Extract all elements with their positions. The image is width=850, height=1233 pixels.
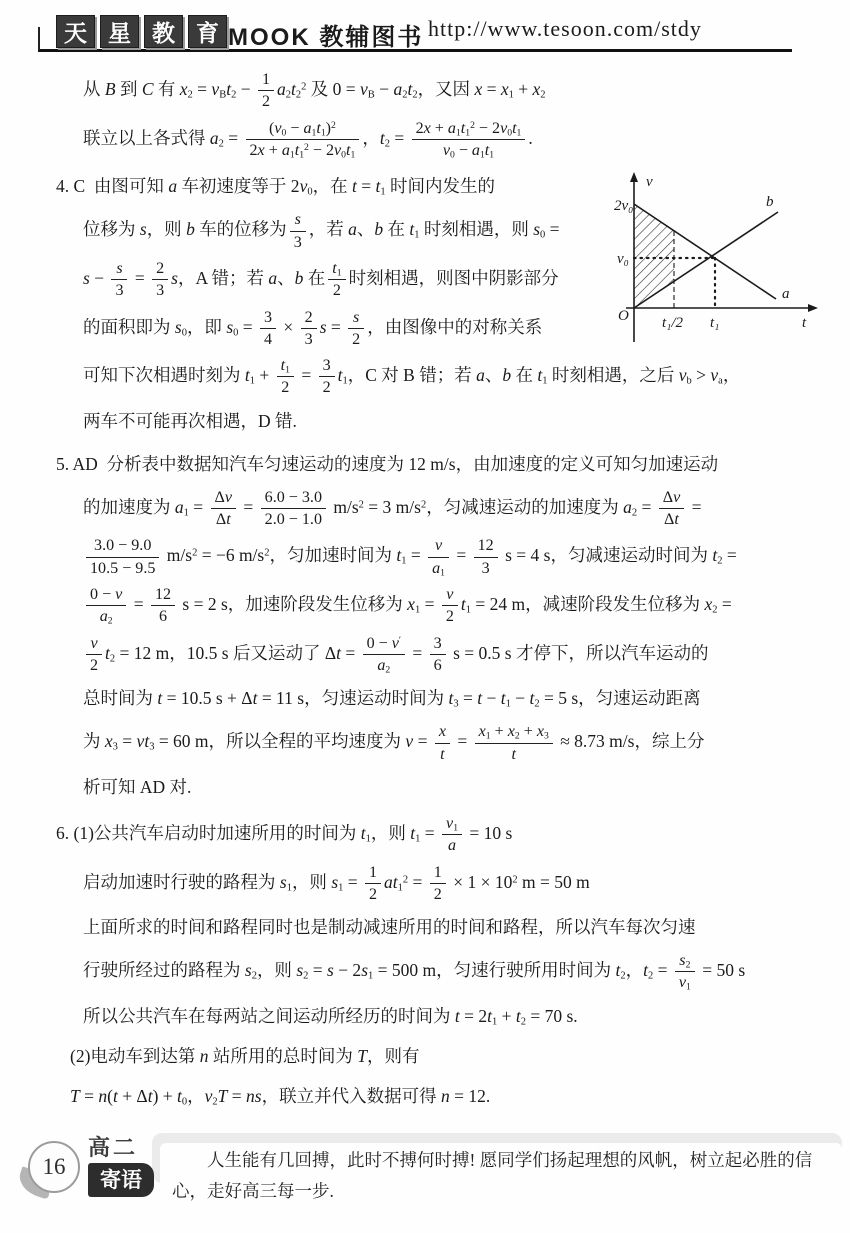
teacher-message-line: 人生能有几回搏，此时不搏何时搏! 愿同学们扬起理想的风帆，树立起必胜的信: [207, 1150, 813, 1170]
figure-curve-b-label: b: [766, 194, 774, 211]
text-line: 4. C 由图可知 a 车初速度等于 $2v_0$，在 $t = t_1$ 时间内发生的: [56, 176, 495, 198]
fraction: $\frac{1}{2}$: [430, 863, 446, 905]
fraction: $\frac{2}{3}$: [301, 308, 317, 350]
text-line: 的加速度为 $a_1$ = $\frac{\Delta v}{\Delta t}$ = $\frac{6.0 - 3.0}{2.0 - 1.0}$ $m/s^2 = 3$ $m/s^2$，匀减速运动的加速度为 $a_2$ = $\frac{\Delta v}{\Delta t}$ =: [83, 488, 702, 529]
fraction: $\frac{s}{2}$: [348, 308, 364, 350]
answers-content: [0, 58, 850, 1129]
text-line: 的面积即为 $s_0$，即 $s_0$ = $\frac{3}{4}$ × $\frac{2}{3}$ s = $\frac{s}{2}$ ，由图像中的对称关系: [83, 308, 543, 348]
text-line: 总时间为 t = 10.5 s + Δt = 11 s，匀速运动时间为 $t_3 = t - t_1 - t_2 = 5$ s，匀速运动距离: [83, 688, 701, 710]
grade-badge-bottom: 寄语: [88, 1163, 154, 1197]
text-line: 两车不可能再次相遇，D 错.: [83, 410, 297, 431]
text-line: 从 B 到 C 有 $x_2 = v_Bt_2$ − $\frac{1}{2}$ $a_2t_2^2$ 及 $0 = v_B - a_2t_2$，又因 $x = x_1 + x_2$: [83, 71, 546, 111]
text-line: 6. (1)公共汽车启动时加速所用的时间为 $t_1$，则 $t_1$ = $\frac{v_1}{a}$ = 10 s: [56, 814, 513, 855]
text-line: 所以公共汽车在每两站之间运动所经历的时间为 $t = 2t_1 + t_2 = 70$ s.: [83, 1005, 578, 1028]
figure-tick-t1: t₁: [710, 315, 720, 332]
fraction: $\frac{v}{2}$: [442, 585, 458, 627]
fraction: $\frac{12}{3}$: [474, 536, 498, 578]
text-line: $T = n(t + \Delta t) + t_0$，$v_2T$ = ns，联立并代入数据可得 n = 12.: [70, 1085, 491, 1108]
fraction: $\frac{s}{3}$: [290, 210, 306, 252]
fraction: $\frac{3}{4}$: [260, 308, 276, 350]
fraction: $\frac{\Delta v}{\Delta t}$: [659, 488, 685, 530]
velocity-time-graph: [614, 170, 836, 350]
fraction: $\frac{2}{3}$: [152, 259, 168, 301]
fraction: $\frac{t_1}{2}$: [277, 356, 294, 398]
logo-char-box: 教: [144, 15, 183, 48]
page-footer: [0, 1129, 850, 1233]
problem-3-continuation: [56, 70, 836, 160]
logo-char-box: 星: [100, 15, 139, 48]
text-line: 5. AD 分析表中数据知汽车匀速运动的速度为 12 m/s，由加速度的定义可知匀加速运动: [56, 453, 719, 474]
fraction: $\frac{0 - v'}{a_2}$: [363, 634, 405, 676]
fraction: $\frac{6.0 - 3.0}{2.0 - 1.0}$: [261, 488, 326, 530]
text-line: 上面所求的时间和路程同时也是制动减速所用的时间和路程，所以汽车每次匀速: [83, 917, 696, 938]
text-line: s − $\frac{s}{3}$ = $\frac{2}{3}$ s，A 错；若 a、b 在 $\frac{t_1}{2}$ 时刻相遇，则图中阴影部分: [83, 259, 559, 300]
problem-4-block: [56, 170, 836, 438]
text-line: 行驶所经过的路程为 $s_2$，则 $s_2 = s - 2s_1 = 500$ m，匀速行驶所用时间为 $t_2$，$t_2$ = $\frac{s_2}{v_1}$ = 50 s: [83, 952, 746, 993]
figure-tick-t1-half: t₁/2: [662, 315, 684, 332]
fraction: $\frac{v}{a_1}$: [428, 536, 449, 578]
fraction: $\frac{1}{2}$: [365, 863, 381, 905]
text-line: (2)电动车到达第 n 站所用的总时间为 T，则有: [70, 1045, 420, 1066]
text-line: 可知下次相遇时刻为 $t_1$ + $\frac{t_1}{2}$ = $\frac{3}{2}$ $t_1$，C 对 B 错；若 a、b 在 $t_1$ 时刻相遇，之后 $v_b > v_a$，: [83, 357, 741, 397]
teacher-message: [172, 1145, 838, 1207]
text-line: 启动加速时行驶的路程为 $s_1$，则 $s_1$ = $\frac{1}{2}$ $at_1^2$ = $\frac{1}{2}$ × $1 \times 10^2$ m = 50 m: [83, 863, 590, 903]
shaded-region: [634, 204, 674, 308]
text-line: $\frac{v}{2}$ $t_2 = 12$ m，10.5 s 后又运动了 Δt = $\frac{0 - v'}{a_2}$ = $\frac{3}{6}$ s = 0.5 s 才停下，所以汽车运动的: [83, 634, 836, 676]
fraction: $\frac{t_1}{2}$: [328, 259, 345, 301]
site-url: http://www.tesoon.com/stdy: [428, 16, 702, 41]
text-line: $\frac{3.0 - 9.0}{10.5 - 9.5}$ $m/s^2 = -6$ $m/s^2$，匀加速时间为 $t_1$ = $\frac{v}{a_1}$ = $\frac{12}{3}$ s = 4 s，匀减速运动时间为 $t_2$ =: [83, 536, 836, 578]
fraction: $\frac{3.0 - 9.0}{10.5 - 9.5}$: [86, 536, 159, 578]
figure-tick-2v0: 2v₀: [614, 198, 634, 215]
figure-origin-label: O: [618, 308, 629, 325]
grade-badge-top: 高二: [88, 1135, 139, 1160]
page-number: 16: [28, 1141, 80, 1193]
fraction: $\frac{x_1 + x_2 + x_3}{t}$: [475, 722, 553, 764]
grade-badge: [88, 1131, 154, 1197]
fraction: $\frac{12}{6}$: [151, 585, 175, 627]
fraction: $\frac{2x + a_1t_1^2 - 2v_0t_1}{v_0 - a_1t_1}$: [412, 119, 526, 161]
fraction: $\frac{1}{2}$: [258, 70, 274, 112]
figure-x-label: t: [802, 315, 807, 332]
fraction: $\frac{\Delta v}{\Delta t}$: [211, 488, 237, 530]
text-line: 位移为 s，则 b 车的位移为 $\frac{s}{3}$ ，若 a、b 在 $t_1$ 时刻相遇，则 $s_0$ =: [83, 211, 560, 251]
logo-char-box: 育: [188, 15, 227, 48]
x-axis-arrow: [808, 304, 818, 312]
text-line: 析可知 AD 对.: [83, 776, 192, 797]
brand-title: MOOK 教辅图书: [228, 24, 424, 51]
text-line: 联立以上各式得 $a_2$ = $\frac{(v_0 - a_1t_1)^2}{2x + a_1t_1^2 - 2v_0t_1}$ ，$t_2$ = $\frac{2x + a_1t_1^2 - 2v_0t_1}{v_0 - a_1t_1}$ .: [83, 119, 533, 161]
tesoon-logo: [56, 15, 227, 48]
velocity-time-figure: [614, 170, 836, 350]
y-axis-arrow: [630, 172, 638, 182]
logo-char-box: 天: [56, 15, 95, 48]
text-line: $\frac{0 - v}{a_2}$ = $\frac{12}{6}$ s = 2 s，加速阶段发生位移为 $x_1$ = $\frac{v}{2}$ $t_1 = 24$ m，减速阶段发生位移为 $x_2$ =: [83, 585, 836, 627]
fraction: $\frac{3}{6}$: [430, 634, 446, 676]
text-line: 为 $x_3 = vt_3 = 60$ m，所以全程的平均速度为 v = $\frac{x}{t}$ = $\frac{x_1 + x_2 + x_3}{t}$ ≈ 8.73 m/s，综上分: [83, 723, 705, 763]
fraction: $\frac{0 - v}{a_2}$: [86, 585, 126, 627]
fraction: $\frac{s_2}{v_1}$: [675, 951, 695, 993]
fraction: $\frac{(v_0 - a_1t_1)^2}{2x + a_1t_1^2 - 2v_0t_1}$: [246, 119, 360, 161]
figure-tick-v0: v₀: [617, 251, 629, 268]
fraction: $\frac{v_1}{a}$: [442, 814, 462, 856]
fraction: $\frac{x}{t}$: [435, 722, 450, 764]
figure-y-label: v: [646, 174, 653, 191]
problem-6-block: [56, 814, 836, 1113]
figure-curve-a-label: a: [782, 286, 790, 303]
problem-5-block: [56, 448, 836, 804]
fraction: $\frac{s}{3}$: [111, 259, 127, 301]
fraction: $\frac{3}{2}$: [319, 356, 335, 398]
fraction: $\frac{v}{2}$: [86, 634, 102, 676]
teacher-message-line: 心，走好高三每一步.: [172, 1181, 334, 1201]
page-header: [0, 0, 850, 58]
